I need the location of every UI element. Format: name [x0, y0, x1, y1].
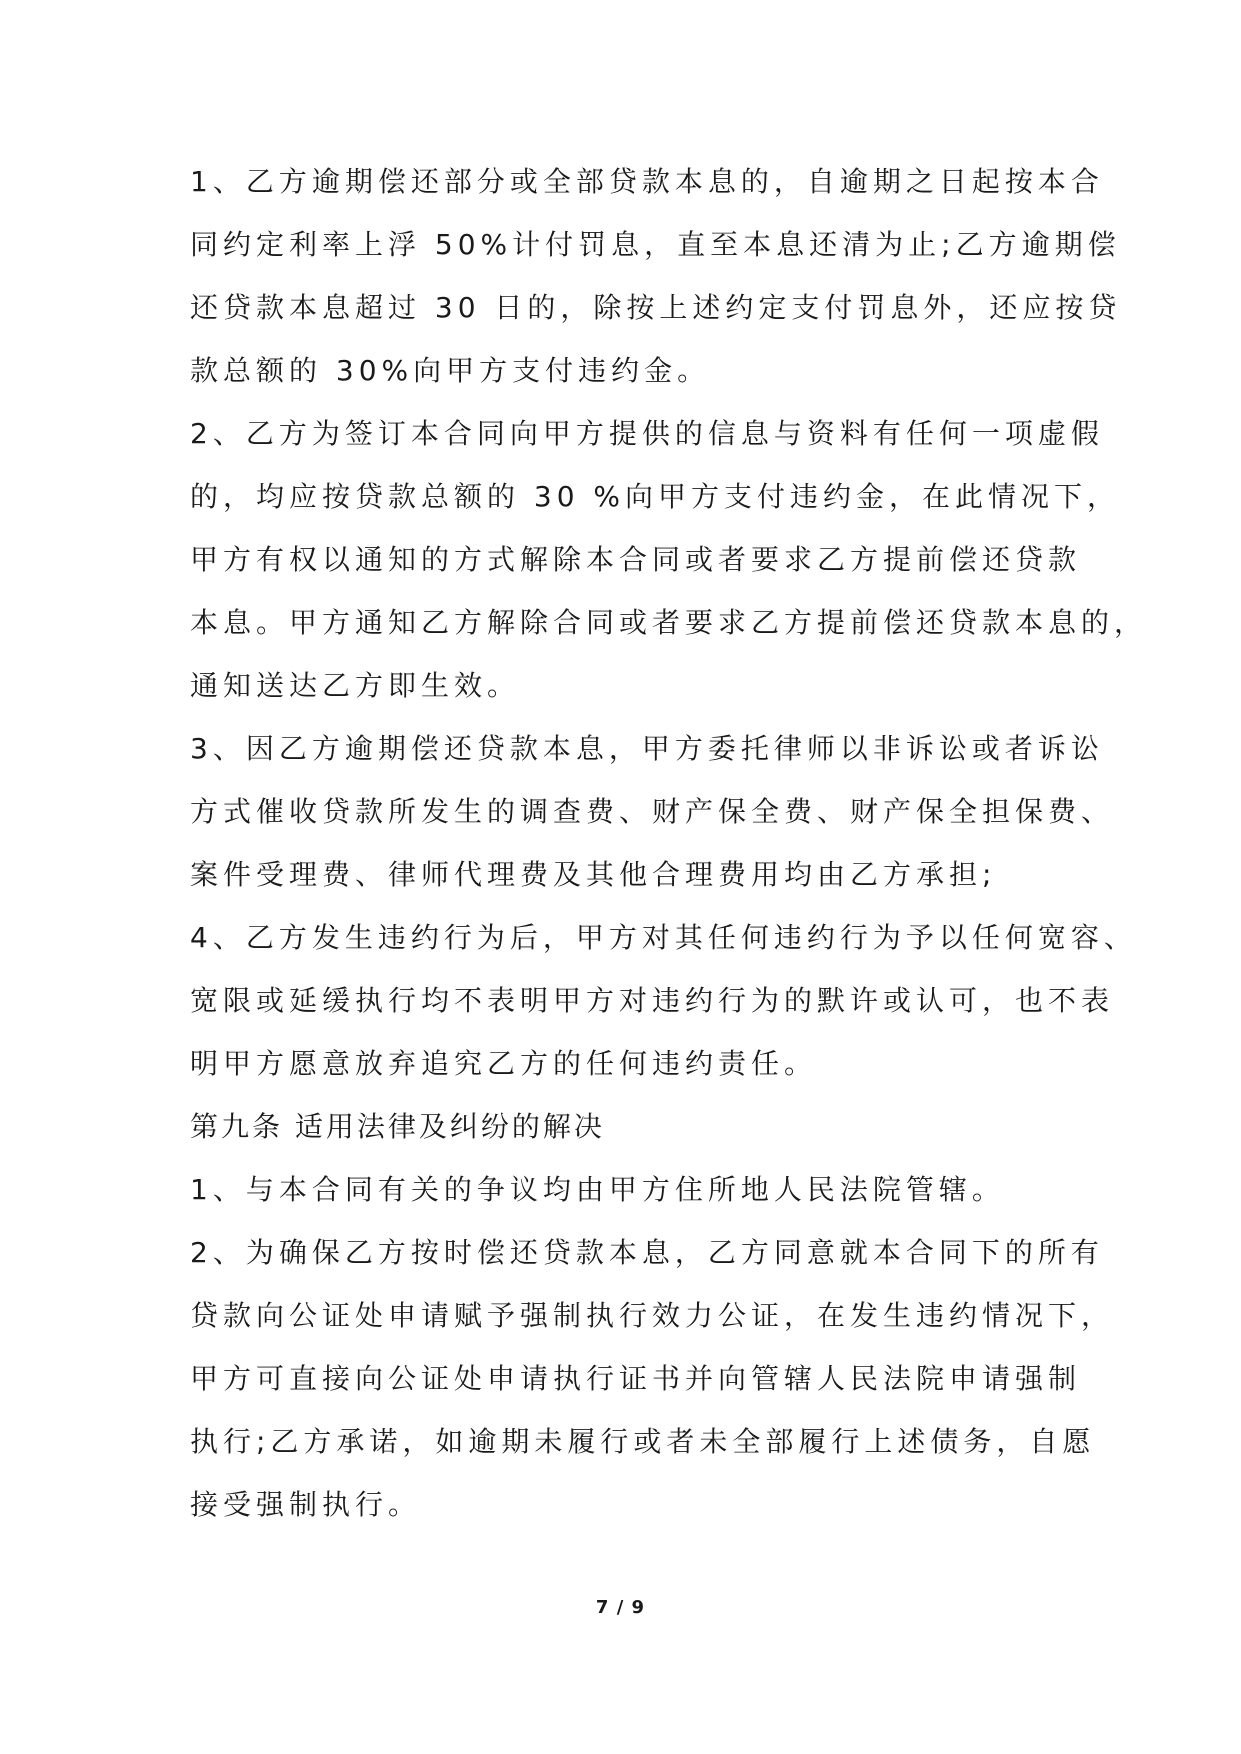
body-line: 4、乙方发生违约行为后，甲方对其任何违约行为予以任何宽容、 [190, 921, 1137, 954]
body-line: 执行;乙方承诺，如逾期未履行或者未全部履行上述债务，自愿 [190, 1425, 1096, 1458]
body-line: 同约定利率上浮 50%计付罚息，直至本息还清为止;乙方逾期偿 [190, 228, 1121, 261]
body-line: 方式催收贷款所发生的调查费、财产保全费、财产保全担保费、 [190, 795, 1115, 828]
document-body [190, 150, 1148, 1536]
body-line: 2、乙方为签订本合同向甲方提供的信息与资料有任何一项虚假 [190, 417, 1104, 450]
body-line: 1、乙方逾期偿还部分或全部贷款本息的，自逾期之日起按本合 [190, 165, 1104, 198]
body-line: 甲方有权以通知的方式解除本合同或者要求乙方提前偿还贷款 [190, 543, 1082, 576]
body-line: 的，均应按贷款总额的 30 %向甲方支付违约金，在此情况下， [190, 480, 1121, 513]
body-line: 贷款向公证处申请赋予强制执行效力公证，在发生违约情况下， [190, 1299, 1115, 1332]
body-line: 2、为确保乙方按时偿还贷款本息，乙方同意就本合同下的所有 [190, 1236, 1104, 1269]
body-line: 案件受理费、律师代理费及其他合理费用均由乙方承担; [190, 858, 997, 891]
body-line: 本息。甲方通知乙方解除合同或者要求乙方提前偿还贷款本息的， [190, 606, 1148, 639]
body-line: 通知送达乙方即生效。 [190, 669, 521, 702]
body-line: 甲方可直接向公证处申请执行证书并向管辖人民法院申请强制 [190, 1362, 1082, 1395]
body-line: 宽限或延缓执行均不表明甲方对违约行为的默许或认可，也不表 [190, 984, 1115, 1017]
body-line: 还贷款本息超过 30 日的，除按上述约定支付罚息外，还应按贷 [190, 291, 1122, 324]
body-line: 接受强制执行。 [190, 1488, 422, 1521]
page-number: 7 / 9 [595, 1597, 646, 1618]
body-line: 3、因乙方逾期偿还贷款本息，甲方委托律师以非诉讼或者诉讼 [190, 732, 1104, 765]
body-line: 款总额的 30%向甲方支付违约金。 [190, 354, 711, 387]
section-heading: 第九条 适用法律及纠纷的解决 [190, 1110, 605, 1143]
body-line: 1、与本合同有关的争议均由甲方住所地人民法院管辖。 [190, 1173, 1005, 1206]
body-line: 明甲方愿意放弃追究乙方的任何违约责任。 [190, 1047, 818, 1080]
